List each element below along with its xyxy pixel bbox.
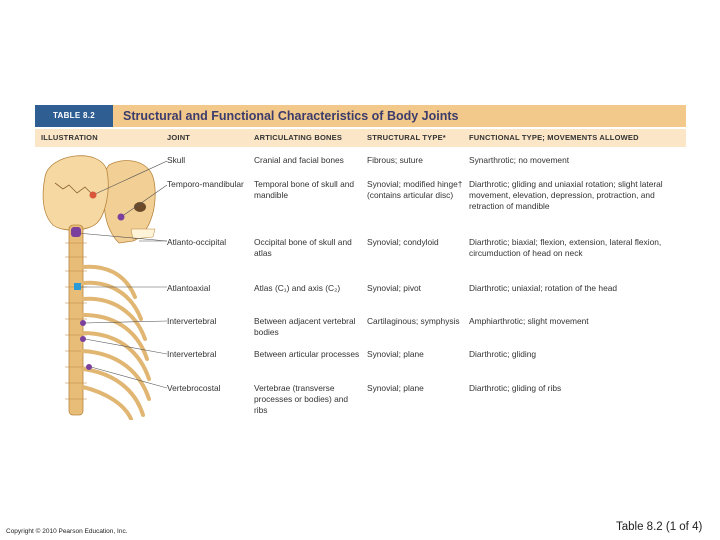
intervertebral-marker-1 bbox=[80, 320, 86, 326]
row-7-bones: Vertebrae (transverse processes or bodies) and ribs bbox=[254, 383, 349, 415]
row-5-bones: Between adjacent vertebral bodies bbox=[254, 316, 356, 337]
table-title: Structural and Functional Characteristics of Body Joints bbox=[123, 109, 459, 123]
intervertebral-marker-2 bbox=[80, 336, 86, 342]
row-4-bones: Atlas (C₁) and axis (C₂) bbox=[254, 283, 341, 293]
row-4-functional: Diarthrotic; uniaxial; rotation of the head bbox=[469, 283, 618, 293]
tmj-marker bbox=[118, 214, 125, 221]
table-header-row bbox=[35, 129, 686, 147]
ribs bbox=[83, 267, 149, 419]
row-5-structural: Cartilaginous; symphysis bbox=[367, 316, 460, 326]
posterior-skull-shape bbox=[43, 156, 108, 230]
skull-spine-illustration bbox=[35, 147, 167, 420]
row-2-functional: Diarthrotic; gliding and uniaxial rotation; slight lateral movement, elevation, depression, protraction, and retraction of mandible bbox=[469, 179, 663, 211]
header-articulating-bones: ARTICULATING BONES bbox=[254, 133, 343, 142]
copyright-notice: Copyright © 2010 Pearson Education, Inc. bbox=[6, 528, 128, 535]
row-2-joint: Temporo-mandibular bbox=[167, 179, 244, 189]
row-3-functional: Diarthrotic; biaxial; flexion, extension, lateral flexion, circumduction of head on neck bbox=[469, 237, 662, 258]
row-2-bones: Temporal bone of skull and mandible bbox=[254, 179, 355, 200]
row-6-structural: Synovial; plane bbox=[367, 349, 424, 359]
vertebrocostal-marker bbox=[86, 364, 92, 370]
table-badge: TABLE 8.2 bbox=[35, 105, 113, 127]
row-1-structural: Fibrous; suture bbox=[367, 155, 423, 165]
row-2-structural: Synovial; modified hinge† (contains articular disc) bbox=[367, 179, 463, 200]
row-6-bones: Between articular processes bbox=[254, 349, 360, 359]
atlanto-occipital-marker bbox=[71, 227, 81, 237]
spine-column bbox=[69, 225, 83, 415]
atlantoaxial-marker bbox=[74, 283, 81, 290]
row-6-joint: Intervertebral bbox=[167, 349, 217, 359]
row-5-functional: Amphiarthrotic; slight movement bbox=[469, 316, 589, 326]
row-3-bones: Occipital bone of skull and atlas bbox=[254, 237, 352, 258]
skull-suture-marker bbox=[90, 192, 97, 199]
row-5-joint: Intervertebral bbox=[167, 316, 217, 326]
row-1-functional: Synarthrotic; no movement bbox=[469, 155, 570, 165]
row-1-joint: Skull bbox=[167, 155, 186, 165]
row-4-structural: Synovial; pivot bbox=[367, 283, 421, 293]
row-7-joint: Vertebrocostal bbox=[167, 383, 221, 393]
header-functional-type: FUNCTIONAL TYPE; MOVEMENTS ALLOWED bbox=[469, 133, 639, 142]
row-7-structural: Synovial; plane bbox=[367, 383, 424, 393]
row-3-structural: Synovial; condyloid bbox=[367, 237, 439, 247]
row-7-functional: Diarthrotic; gliding of ribs bbox=[469, 383, 562, 393]
row-4-joint: Atlantoaxial bbox=[167, 283, 211, 293]
row-6-functional: Diarthrotic; gliding bbox=[469, 349, 537, 359]
header-structural-type: STRUCTURAL TYPE* bbox=[367, 133, 446, 142]
header-illustration: ILLUSTRATION bbox=[41, 133, 98, 142]
slide-caption: Table 8.2 (1 of 4) bbox=[616, 521, 703, 533]
lateral-skull-teeth bbox=[131, 229, 155, 239]
header-joint: JOINT bbox=[167, 133, 191, 142]
row-1-bones: Cranial and facial bones bbox=[254, 155, 344, 165]
joints-table bbox=[35, 105, 686, 420]
row-3-joint: Atlanto-occipital bbox=[167, 237, 227, 247]
table-title-bar bbox=[35, 105, 686, 127]
